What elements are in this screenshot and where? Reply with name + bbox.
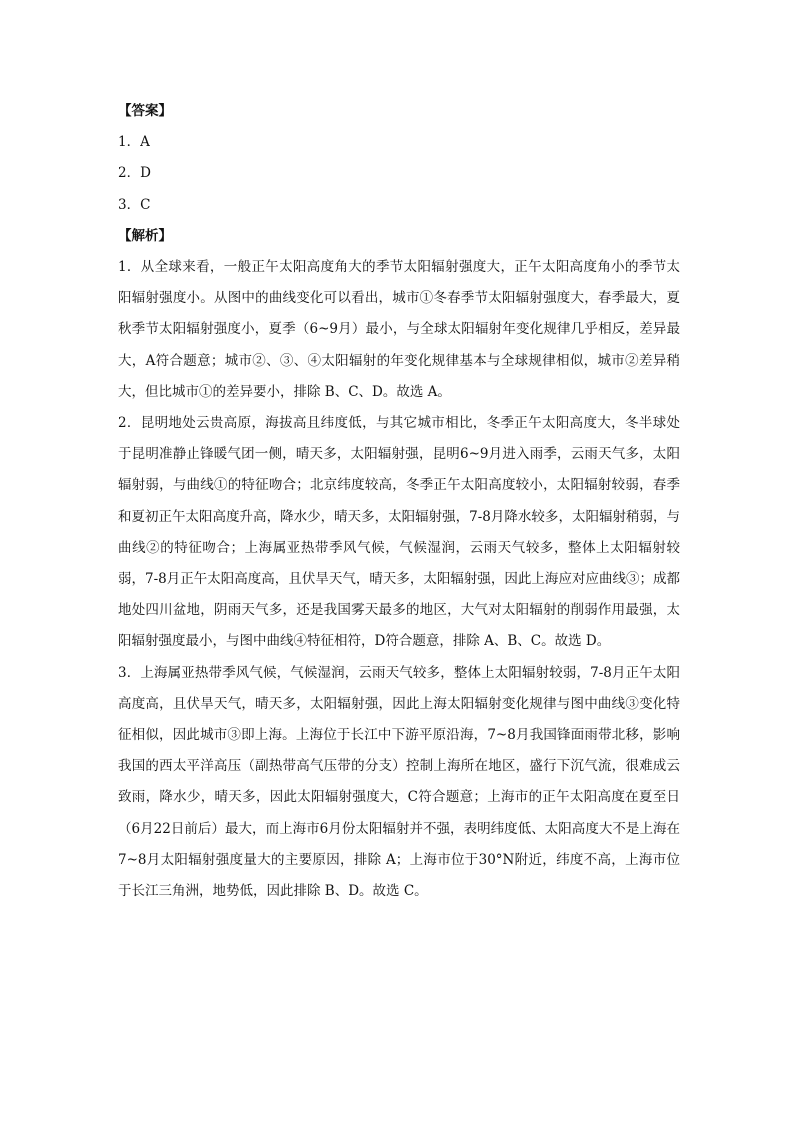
analysis-paragraph-2: 2．昆明地处云贵高原，海拔高且纬度低，与其它城市相比，冬季正午太阳高度大，冬半球处于昆明准静止锋暖气团一侧，晴天多，太阳辐射强，昆明6~9月进入雨季，云雨天气多，太阳辐射弱，与曲线①的特征吻合；北京纬度较高，冬季正午太阳高度较小，太阳辐射较弱，春季和夏初正午太阳高度升高，降水少，晴天多，太阳辐射强，7-8月降水较多，太阳辐射稍弱，与曲线②的特征吻合；上海属亚热带季风气候，气候湿润，云雨天气较多，整体上太阳辐射较弱，7-8月正午太阳高度高，且伏旱天气，晴天多，太阳辐射强，因此上海应对应曲线③；成都地处四川盆地，阴雨天气多，还是我国雾天最多的地区，大气对太阳辐射的削弱作用最强，太阳辐射强度最小，与图中曲线④特征相符，D符合题意，排除 A、B、C。故选 D。	[118, 414, 680, 650]
analysis-paragraph-3: 3．上海属亚热带季风气候，气候湿润，云雨天气较多，整体上太阳辐射较弱，7-8月正午太阳高度高，且伏旱天气，晴天多，太阳辐射强，因此上海太阳辐射变化规律与图中曲线③变化特征相似，因此城市③即上海。上海位于长江中下游平原沿海，7~8月我国锋面雨带北移，影响我国的西太平洋高压（副热带高气压带的分支）控制上海所在地区，盛行下沉气流，很难成云致雨，降水少，晴天多，因此太阳辐射强度大，C符合题意；上海市的正午太阳高度在夏至日（6月22日前后）最大，而上海市6月份太阳辐射并不强，表明纬度低、太阳高度大不是上海在7~8月太阳辐射强度量大的主要原因，排除 A；上海市位于30°N附近，纬度不高，上海市位于长江三角洲，地势低，因此排除 B、D。故选 C。	[118, 664, 680, 899]
document-page	[118, 96, 680, 907]
analysis-heading: 【解析】	[118, 227, 172, 244]
analysis-paragraph-1: 1．从全球来看，一般正午太阳高度角大的季节太阳辐射强度大，正午太阳高度角小的季节太阳辐射强度小。从图中的曲线变化可以看出，城市①冬春季节太阳辐射强度大，春季最大，夏秋季节太阳辐射强度小，夏季（6~9月）最小，与全球太阳辐射年变化规律几乎相反，差异最大，A符合题意；城市②、③、④太阳辐射的年变化规律基本与全球规律相似，城市②差异稍大，但比城市①的差异要小，排除 B、C、D。故选 A。	[118, 258, 680, 400]
answer-item-2: 2．D	[118, 165, 151, 182]
answer-heading: 【答案】	[118, 103, 172, 119]
answer-item-3: 3．C	[118, 196, 151, 213]
answer-item-1: 1．A	[118, 134, 150, 151]
